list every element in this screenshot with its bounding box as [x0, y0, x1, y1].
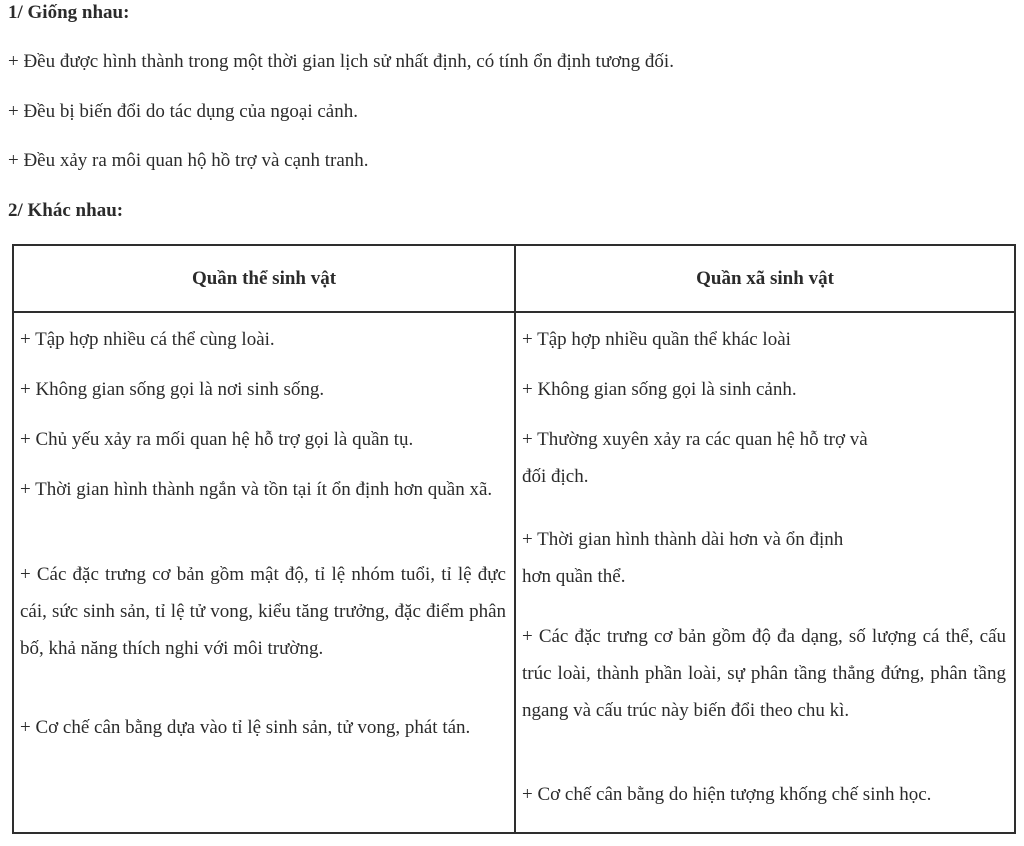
- header-population: Quần thể sinh vật: [191, 267, 337, 289]
- comparison-table: [12, 244, 1016, 834]
- similarities-heading: 1/ Giống nhau:: [8, 2, 130, 23]
- similarity-point-2: + Đều bị biến đổi do tác dụng của ngoại cảnh.: [8, 101, 358, 122]
- population-item-3: + Chủ yếu xảy ra mối quan hệ hỗ trợ gọi là quần tụ.: [20, 429, 414, 450]
- header-community: Quần xã sinh vật: [696, 267, 834, 289]
- community-item-2: + Không gian sống gọi là sinh cảnh.: [522, 379, 797, 400]
- population-column: [14, 313, 514, 832]
- population-item-4: + Thời gian hình thành ngắn và tồn tại ít ổn định hơn quần xã.: [20, 479, 493, 500]
- population-item-1: + Tập hợp nhiều cá thể cùng loài.: [20, 329, 275, 350]
- population-item-2: + Không gian sống gọi là nơi sinh sống.: [20, 379, 325, 400]
- community-item-1: + Tập hợp nhiều quần thể khác loài: [522, 329, 791, 350]
- differences-heading: 2/ Khác nhau:: [8, 200, 124, 221]
- community-item-3: + Thường xuyên xảy ra các quan hệ hỗ trợ và đối địch.: [522, 429, 868, 487]
- community-item-4: + Thời gian hình thành dài hơn và ổn định hơn quần thể.: [522, 529, 844, 587]
- community-item-6: + Cơ chế cân bằng do hiện tượng khống chế sinh học.: [522, 784, 932, 805]
- similarity-point-1: + Đều được hình thành trong một thời gian lịch sử nhất định, có tính ổn định tương đối.: [8, 51, 674, 72]
- population-item-6: + Cơ chế cân bằng dựa vào tỉ lệ sinh sản, tử vong, phát tán.: [20, 717, 471, 738]
- population-item-5: + Các đặc trưng cơ bản gồm mật độ, tỉ lệ nhóm tuổi, tỉ lệ đực cái, sức sinh sản, tỉ lệ tử vong, kiểu tăng trưởng, đặc điểm phân bố, khả năng thích nghi với môi trường.: [20, 564, 506, 659]
- similarity-point-3: + Đều xảy ra môi quan hộ hồ trợ và cạnh tranh.: [8, 150, 369, 171]
- community-item-5: + Các đặc trưng cơ bản gồm độ đa dạng, số lượng cá thể, cấu trúc loài, thành phần loài, sự phân tầng thẳng đứng, phân tầng ngang và cấu trúc này biến đổi theo chu kì.: [522, 626, 1006, 721]
- community-column: [516, 313, 1014, 832]
